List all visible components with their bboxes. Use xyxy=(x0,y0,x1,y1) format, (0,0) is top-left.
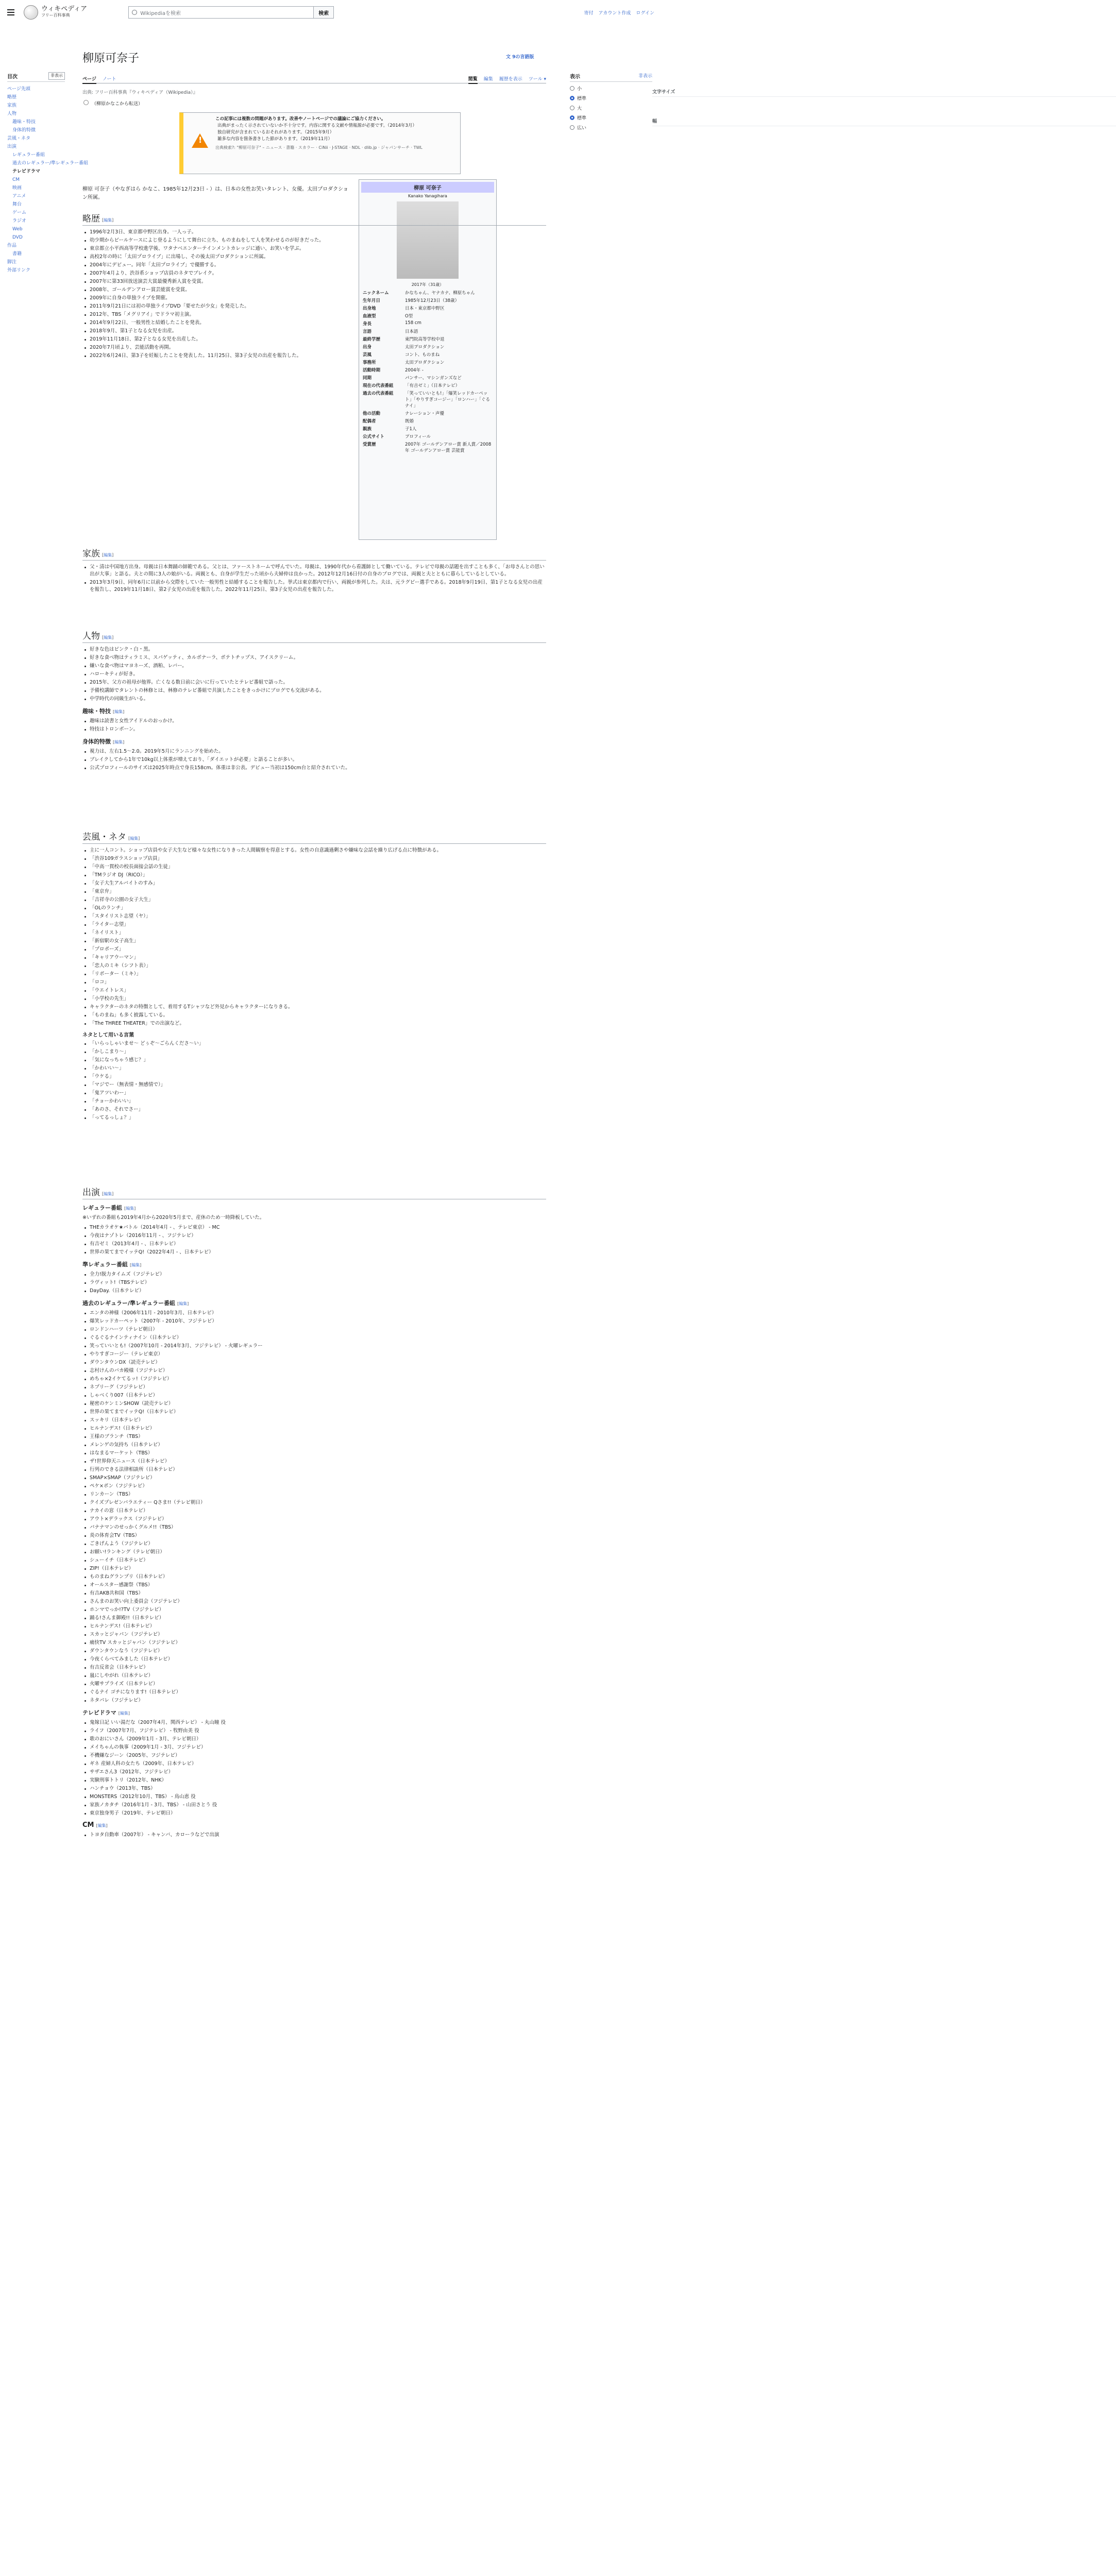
infobox-label: 生年月日 xyxy=(363,298,381,303)
list-item: しゃべくり007（日本テレビ） xyxy=(82,1392,546,1399)
infobox-label: 他の活動 xyxy=(363,411,381,416)
infobox-value: 1985年12月23日（38歳） xyxy=(405,298,460,303)
list-item: 2008年、ゴールデンアロー賞芸能賞を受賞。 xyxy=(82,286,353,294)
list-item: メイちゃんの執事（2009年1月 - 3月、フジテレビ） xyxy=(82,1744,546,1751)
radio-option[interactable] xyxy=(570,114,652,121)
width-label: 幅 xyxy=(652,117,1116,126)
infobox-row xyxy=(361,440,494,454)
maintenance-box xyxy=(179,112,461,174)
infobox-value: 既婚 xyxy=(405,418,414,424)
radio-icon xyxy=(570,96,574,100)
edit-link[interactable]: 編集 xyxy=(114,709,123,714)
infobox-row xyxy=(361,425,494,432)
section-title: 家族 xyxy=(82,549,100,559)
section-ryakureki: 略歴 [編集] 1996年2月3日、東京都中野区出身。一人っ子。 幼少期からビールケースによじ登るようにして舞台に立ち、ものまねをして人を笑わせるのが好きだった。 東京都立小平西高等学校進学後、ワタナベエンターテインメントカレッジに通い、お笑いを学ぶ。 高校2年の時に「太田プロライブ」に出場し、その後太田プロダクションに所属。 2004年にデビュー。同年「太田プロライブ」で優勝する。 2007年4月より、渋谷系ショップ店員のネタでブレイク。 2007年に第33回放送演芸大賞最優秀新人賞を受賞。 2008年、ゴールデンアロー賞芸能賞を受賞。 2009年に自身の単独ライブを開催。 2011年9月21日には初の単独ライブDVD「要せたが少女」を発売した。 2012年、TBS「メグリアイ」でドラマ初主演。 2014年9月22日、一般男性と結婚したことを発表。 2018年9月、第1子となる女児を出産。 2019年11月18日、第2子となる女児を出産した。 2020年7月頃より、芸能活動を再開。 2022年6月24日、第3子を妊娠したことを発表した。11月25日、第3子女児の出産を報告した。 xyxy=(82,211,546,361)
list-item: 視力は、左右1.5〜2.0。2019年5月にランニングを始めた。 xyxy=(82,748,546,755)
list-item: 有吉ゼミ（2013年4月 - 、日本テレビ） xyxy=(82,1241,546,1248)
list-item: 「女子大生アルバイトのすみ」 xyxy=(82,880,546,887)
list-item: さんまのお笑い向上委員会（フジテレビ） xyxy=(82,1598,546,1605)
from-line: 出典: フリー百科事典『ウィキペディア（Wikipedia）』 xyxy=(82,90,198,95)
list-item: 「いらっしゃいませ〜 どぅぞ〜ごらんくださ〜い」 xyxy=(82,1040,546,1047)
toc-item[interactable]: 脚注 xyxy=(7,260,17,265)
list-item: 東京独身男子（2019年、テレビ朝日） xyxy=(82,1810,546,1817)
list-item: 「中高一貫校の校長面接会話の生徒」 xyxy=(82,863,546,871)
edit-link[interactable]: 編集 xyxy=(104,218,112,223)
list-item: メレンゲの気持ち（日本テレビ） xyxy=(82,1442,546,1449)
list-item: 「かしこまり〜」 xyxy=(82,1048,546,1056)
list-item: 2015年、父方の祖母が他界。亡くなる数日前に会いに行っていたとテレビ番組で語った。 xyxy=(82,679,546,686)
infobox-value: 2007年 ゴールデンアロー賞 新人賞／2008年 ゴールデンアロー賞 芸能賞 xyxy=(405,442,492,453)
radio-icon xyxy=(570,106,574,110)
subsection-title: レギュラー番組 xyxy=(82,1205,122,1211)
subsection-title: 過去のレギュラー/準レギュラー番組 xyxy=(82,1300,176,1307)
toc-item[interactable]: ラジオ xyxy=(12,218,27,224)
toc-item[interactable]: 家族 xyxy=(7,103,17,108)
list-item: ぐるナイ ゴチになります!（日本テレビ） xyxy=(82,1689,546,1696)
radio-label: 標準 xyxy=(577,116,587,121)
list-item: スカッとジャパン（フジテレビ） xyxy=(82,1631,546,1638)
tab[interactable]: ツール ▾ xyxy=(528,77,546,82)
toc-item[interactable]: ページ先頭 xyxy=(7,87,30,92)
radio-option[interactable] xyxy=(570,124,652,131)
list-item: ものまねグランプリ（日本テレビ） xyxy=(82,1573,546,1581)
toc-item[interactable]: 書籍 xyxy=(12,251,22,257)
list-item: 「吉祥寺の公園の女子大生」 xyxy=(82,896,546,904)
edit-link[interactable]: 編集 xyxy=(126,1206,134,1211)
list-item: 「気になっちゃう感じ？」 xyxy=(82,1057,546,1064)
section-title: 芸風・ネタ xyxy=(82,832,126,842)
infobox-label: 現在の代表番組 xyxy=(363,383,394,388)
toc-item[interactable]: アニメ xyxy=(12,194,26,199)
list-item: 父・清は中国地方出身。母親は日本舞踊の師範である。父とは、ファーストネームで呼んでいた。母親は、1990年代から看護師として働いている。テレビで母親の話題を出すことも多く、「お母さんとの思い出が大事」と語る。夫との間に3人の娘がいる。両親とも、自身が学生だった頃から夫婦仲は良かった。2012年12月16日付の自身のブログでは、両親と夫とともに暮らしているとしている。 xyxy=(82,564,546,578)
top-bar xyxy=(0,0,662,25)
list-item: MONSTERS（2012年10月、TBS） - 鳥山恵 役 xyxy=(82,1793,546,1801)
redirect-text: （柳原かなこから転送） xyxy=(92,101,143,107)
infobox-label: 血液型 xyxy=(363,313,376,319)
infobox-label: 出身地 xyxy=(363,306,376,311)
infobox-label: 最終学歴 xyxy=(363,336,381,342)
list-item: 特技はトロンボーン。 xyxy=(82,726,546,733)
subsection-title: 準レギュラー番組 xyxy=(82,1261,128,1268)
toc-item[interactable]: テレビドラマ xyxy=(12,169,40,174)
radio-icon xyxy=(570,115,574,120)
infobox-value: かなちゃん、ヤナカナ、柳原ちゃん xyxy=(405,290,475,296)
list-item: 今夜くらべてみました（日本テレビ） xyxy=(82,1656,546,1663)
search-input[interactable] xyxy=(128,6,314,19)
infobox-row xyxy=(361,381,494,389)
infobox-label: 出身 xyxy=(363,344,372,350)
list-item: 「ってるっしょ？」 xyxy=(82,1114,546,1122)
list-item: ザ!世界仰天ニュース（日本テレビ） xyxy=(82,1458,546,1465)
mbox-title: この記事には複数の問題があります。改善やノートページでの議論にご協力ください。 xyxy=(215,116,386,122)
list-item: 高校2年の時に「太田プロライブ」に出場し、その後太田プロダクションに所属。 xyxy=(82,253,353,261)
list-item: 2013年3月9日、同年6月に以前から交際をしていた一般男性と結婚することを報告した。挙式は東京都内で行い、両親が参列した。夫は、元ラグビー選手である。2018年9月19日、第1子となる女児の出産を報告し、2019年11月18日、第2子女児の出産を報告した。2022年11月25日、第3子女児の出産を報告した。 xyxy=(82,579,546,594)
list-item: ZIP!（日本テレビ） xyxy=(82,1565,546,1572)
infobox-value: 「笑っていいとも!」「爆笑レッドカーペット」「やりすぎコージー」「ロンハー」「ぐるナイ」 xyxy=(405,391,490,409)
tab[interactable]: 閲覧 xyxy=(468,75,478,84)
section-geifu: 芸風・ネタ [編集] 主に一人コント。ショップ店員や女子大生など様々な女性になりきった人間観察を得意とする。女性の自意識過剰さや嫌味な会話を繰り広げる点に特徴がある。 「渋谷109ガラスショップ店員」 「中高一貫校の校長面接会話の生徒」 「TMラジオ DJ（RICO）」 「女子大生アルバイトのすみ」 「東京弁」 「吉祥寺の公園の女子大生」 「OLのランチ」 「スタイリスト志望（ヤ）」 「ライター志望」 「ネイリスト」 「新宿駅の女子高生」 「プロポーズ」 「キャリアウーマン」 「恋人のミキ（シフト表）」 「リポーター（ミキ）」 「ロコ」 「ウエイトレス」 「小学校の先生」 キャラクターのネタの特徴として、着用するTシャツなど外見からキャラクターになりきる。 「ものまね」も多く披露している。 「The THREE THEATER」での出演など。 ネタとして用いる言葉 「いらっしゃいませ〜 どぅぞ〜ごらんくださ〜い」 「かしこまり〜」 「気になっちゃう感じ？」 「かわいい〜」 「ウケる」 「マジでー（無表情・無感情で）」 「鬼アツいわー」 「チョーかわいい」 「あのさ、それでさー」 「ってるっしょ？」 xyxy=(82,829,546,1123)
infobox-value: 日本語 xyxy=(405,329,418,334)
list-item: 公式プロフィールのサイズは2025年時点で身長158cm。体重は非公表。デビュー当初は150cm台と紹介されていた。 xyxy=(82,765,546,772)
warning-icon xyxy=(192,133,208,148)
infobox-header: 柳原 可奈子 xyxy=(361,182,494,193)
subsection-title: テレビドラマ xyxy=(82,1709,116,1716)
list-item: バナナマンのせっかくグルメ!!（TBS） xyxy=(82,1524,546,1531)
list-item: 2020年7月頃より、芸能活動を再開。 xyxy=(82,344,353,351)
toc-item[interactable]: 人物 xyxy=(7,111,17,116)
appearance-hide-button[interactable]: 非表示 xyxy=(638,74,652,79)
list-item: ナカイの窓（日本テレビ） xyxy=(82,1507,546,1515)
list-item: 「ライター志望」 xyxy=(82,921,546,928)
list-item: 「ウエイトレス」 xyxy=(82,987,546,994)
list-item: 2022年6月24日、第3子を妊娠したことを発表した。11月25日、第3子女児の出産を報告した。 xyxy=(82,352,353,360)
edit-link[interactable]: 編集 xyxy=(97,1823,106,1828)
infobox-value: 2004年 - xyxy=(405,367,424,373)
toc-item[interactable]: 略歴 xyxy=(7,95,17,100)
infobox-value: プロフィール xyxy=(405,434,431,439)
appearance-panel xyxy=(570,72,675,131)
list-item: 実験刑事トトリ（2012年、NHK） xyxy=(82,1777,546,1784)
list-item: 爆笑レッドカーペット（2007年 - 2010年、フジテレビ） xyxy=(82,1318,546,1325)
infobox-label: 同期 xyxy=(363,375,372,381)
toc-item[interactable]: Web xyxy=(12,227,23,232)
tab[interactable]: 編集 xyxy=(483,77,493,82)
list-item: 「チョーかわいい」 xyxy=(82,1098,546,1105)
infobox-label: 親族 xyxy=(363,426,372,432)
toc-item[interactable]: 作品 xyxy=(7,243,17,248)
toc-item[interactable]: 映画 xyxy=(12,185,22,191)
list-item: 好きな食べ物はティラミス、スパゲッティ、カルボナーラ、ポテトチップス、アイスクリーム。 xyxy=(82,654,546,662)
page-title: 柳原可奈子 xyxy=(82,52,140,65)
infobox-label: 身長 xyxy=(363,321,372,327)
list-item: 歌のおにいさん（2009年1月 - 3月、テレビ朝日） xyxy=(82,1736,546,1743)
subsection-title: CM xyxy=(82,1821,94,1829)
toc-header: 目次 xyxy=(7,74,18,80)
toc-item[interactable]: 舞台 xyxy=(12,202,22,207)
list-item: ダウンタウンなう（フジテレビ） xyxy=(82,1648,546,1655)
list-item: 2007年に第33回放送演芸大賞最優秀新人賞を受賞。 xyxy=(82,278,353,285)
mbox-item: 雑多な内容を箇条書きした節があります。（2019年11月） xyxy=(217,137,333,142)
tab[interactable]: ノート xyxy=(102,77,116,82)
list-item: めちゃ×2イケてるッ!（フジテレビ） xyxy=(82,1376,546,1383)
subsection-title: 身体的特徴 xyxy=(82,738,111,745)
infobox-value: 東門院高等学校中退 xyxy=(405,336,445,342)
list-item: オールスター感謝祭（TBS） xyxy=(82,1582,546,1589)
infobox-caption: 2017年（31歳） xyxy=(411,282,444,287)
logo-subtitle: フリー百科事典 xyxy=(41,13,70,18)
list-item: ハンチョウ（2013年、TBS） xyxy=(82,1785,546,1792)
infobox-label: 過去の代表番組 xyxy=(363,391,394,396)
list-item: ライフ（2007年7月、フジテレビ） - 牧野由美 役 xyxy=(82,1727,546,1735)
list-item: 「ウケる」 xyxy=(82,1073,546,1080)
infobox-value: 日本・東京都中野区 xyxy=(405,306,445,311)
list-item: 好きな色はピンク・白・黒。 xyxy=(82,646,546,653)
user-link[interactable]: アカウント作成 xyxy=(598,11,631,16)
edit-link[interactable]: 編集 xyxy=(179,1301,188,1306)
list-item: 「渋谷109ガラスショップ店員」 xyxy=(82,855,546,862)
list-item: ブレイクしてから1年で10kg以上体重が増えており、「ダイエットが必要」と語ることが多い。 xyxy=(82,756,546,764)
list-item: お願い!ランキング（テレビ朝日） xyxy=(82,1549,546,1556)
list-item: ラヴィット!（TBSテレビ） xyxy=(82,1279,546,1286)
list-item: 「恋人のミキ（シフト表）」 xyxy=(82,962,546,970)
section-title: 出演 xyxy=(82,1188,100,1198)
list-item: ダウンタウンDX（読売テレビ） xyxy=(82,1359,546,1366)
list-item: 痛快TV スカッとジャパン（フジテレビ） xyxy=(82,1639,546,1647)
list-item: 今夜はナゾトレ（2016年11月 - 、フジテレビ） xyxy=(82,1232,546,1240)
list-item: 世界の果てまでイッテQ!（日本テレビ） xyxy=(82,1409,546,1416)
toc-item[interactable]: 外部リンク xyxy=(7,268,30,273)
page-tabs xyxy=(82,74,546,83)
list-item: 有吉AKB共和国（TBS） xyxy=(82,1590,546,1597)
infobox-value: ナレーション・声優 xyxy=(405,411,444,416)
list-item: ヒルナンデス!（日本テレビ） xyxy=(82,1425,546,1432)
infobox-value: 158 cm xyxy=(405,320,421,326)
intro-paragraph: 柳原 可奈子（やなぎはら かなこ、1985年12月23日 - ）は、日本の女性お笑いタレント、女優。太田プロダクション所属。 xyxy=(82,187,348,200)
infobox-row xyxy=(361,432,494,440)
list-item: 笑っていいとも!（2007年10月 - 2014年3月、フジテレビ） - 火曜レギュラー xyxy=(82,1343,546,1350)
regular-note: ※いずれの番組も2019年4月から2020年5月まで、産休のため一時降板していた。 xyxy=(82,1215,265,1221)
list-item: 2018年9月、第1子となる女児を出産。 xyxy=(82,328,353,335)
infobox-value: 太田プロダクション xyxy=(405,360,445,365)
list-item: 2012年、TBS「メグリアイ」でドラマ初主演。 xyxy=(82,311,353,318)
list-item: 踊る!さんま御殿!!（日本テレビ） xyxy=(82,1615,546,1622)
infobox-label: 活動時期 xyxy=(363,367,381,373)
infobox-row xyxy=(361,366,494,374)
list-item: ぐるぐるナインティナイン（日本テレビ） xyxy=(82,1334,546,1342)
search-button[interactable]: 検索 xyxy=(313,6,334,19)
list-item: 2007年4月より、渋谷系ショップ店員のネタでブレイク。 xyxy=(82,270,353,277)
search-icon xyxy=(132,10,137,15)
toc-item[interactable]: CM xyxy=(12,177,20,182)
list-item: 「OLのランチ」 xyxy=(82,905,546,912)
edit-link[interactable]: 編集 xyxy=(104,1192,112,1196)
globe-icon xyxy=(24,5,38,20)
section-title: 略歴 xyxy=(82,214,100,224)
list-item: 「スタイリスト志望（ヤ）」 xyxy=(82,913,546,920)
list-item: DayDay.（日本テレビ） xyxy=(82,1287,546,1295)
list-item: 2014年9月22日、一般男性と結婚したことを発表。 xyxy=(82,319,353,327)
list-item: エンタの神様（2006年11月 - 2010年3月、日本テレビ） xyxy=(82,1310,546,1317)
list-item: リンカーン（TBS） xyxy=(82,1491,546,1498)
mbox-note: 出典検索?: "柳原可奈子" – ニュース · 書籍 · スカラー · CiNii · J-STAGE · NDL · dlib.jp · ジャパンサーチ · TWL xyxy=(215,145,422,150)
list-item: 炎の体育会TV（TBS） xyxy=(82,1532,546,1539)
toc-item[interactable]: 芸風・ネタ xyxy=(7,136,31,141)
list-item: 主に一人コント。ショップ店員や女子大生など様々な女性になりきった人間観察を得意とする。女性の自意識過剰さや嫌味な会話を繰り広げる点に特徴がある。 xyxy=(82,847,546,854)
infobox-label: 配偶者 xyxy=(363,418,376,424)
redirect-note xyxy=(92,100,143,107)
logo-title: ウィキペディア xyxy=(41,5,88,13)
radio-option[interactable] xyxy=(570,105,652,111)
list-item: ヒルナンデス!（日本テレビ） xyxy=(82,1623,546,1630)
radio-icon xyxy=(570,86,574,91)
infobox-row xyxy=(361,389,494,409)
list-item: 2011年9月21日には初の単独ライブDVD「要せたが少女」を発売した。 xyxy=(82,303,353,310)
infobox-label: 芸風 xyxy=(363,352,372,358)
list-item: スッキリ（日本テレビ） xyxy=(82,1417,546,1424)
list-item: 不機嫌なジーン（2005年、フジテレビ） xyxy=(82,1752,546,1759)
table-of-contents xyxy=(7,72,89,275)
text-size-label: 文字サイズ xyxy=(652,88,1116,97)
list-item: やりすぎコージー（テレビ東京） xyxy=(82,1351,546,1358)
list-item: 鬼嫁日記 いい湯だな（2007年4月、関西テレビ） - 丸山瞳 役 xyxy=(82,1719,546,1726)
list-item: 嵐にしやがれ（日本テレビ） xyxy=(82,1672,546,1680)
list-item: 「ロコ」 xyxy=(82,979,546,986)
list-item: 有吉反省会（日本テレビ） xyxy=(82,1664,546,1671)
user-link[interactable]: 寄付 xyxy=(584,11,594,16)
tab[interactable]: 履歴を表示 xyxy=(499,77,522,82)
edit-link[interactable]: 編集 xyxy=(130,836,139,841)
list-item: 「小学校の先生」 xyxy=(82,995,546,1003)
list-item: 世界の果てまでイッテQ!（2022年4月 - 、日本テレビ） xyxy=(82,1249,546,1256)
list-item: ハローキティが好き。 xyxy=(82,671,546,678)
list-item: ギネ 産婦人科の女たち（2009年、日本テレビ） xyxy=(82,1760,546,1768)
infobox-value: コント、ものまね xyxy=(405,352,440,358)
section-kazoku: 家族 [編集] 父・清は中国地方出身。母親は日本舞踊の師範である。父とは、ファーストネームで呼んでいた。母親は、1990年代から看護師として働いている。テレビで母親の話題を出すことも多く、「お母さんとの思い出が大事」と語る。夫との間に3人の娘がいる。両親とも、自身が学生だった頃から夫婦仲は良かった。2012年12月16日付の自身のブログでは、両親と夫とともに暮らしているとしている。 2013年3月9日、同年6月に以前から交際をしていた一般男性と結婚することを報告した。挙式は東京都内で行い、両親が参列した。夫は、元ラグビー選手である。2018年9月19日、第1子となる女児の出産を報告し、2019年11月18日、第2子女児の出産を報告した。2022年11月25日、第3子女児の出産を報告した。 xyxy=(82,546,546,595)
list-item: 「東京弁」 xyxy=(82,888,546,895)
toc-item[interactable]: 過去のレギュラー/準レギュラー番組 xyxy=(12,161,89,166)
radio-label: 小 xyxy=(577,87,582,92)
radio-label: 大 xyxy=(577,106,582,111)
main-menu-icon[interactable] xyxy=(7,7,19,18)
infobox-row xyxy=(361,374,494,381)
list-item: 中学時代の同級生がいる。 xyxy=(82,696,546,703)
list-item: 秘密のケンミンSHOW（読売テレビ） xyxy=(82,1400,546,1408)
section-shutsuen: 出演 [編集] レギュラー番組 [編集] ※いずれの番組も2019年4月から2020年5月まで、産休のため一時降板していた。 THEカラオケ★バトル（2014年4月 - 、テレビ東京） - MC 今夜はナゾトレ（2016年11月 - 、フジテレビ） 有吉ゼミ（2013年4月 - 、日本テレビ） 世界の果てまでイッテQ!（2022年4月 - 、日本テレビ） 準レギュラー番組 [編集] 全力!脱力タイムズ（フジテレビ） ラヴィット!（TBSテレビ） DayDay.（日本テレビ） 過去のレギュラー/準レギュラー番組 [編集] エンタの神様（2006年11月 - 2010年3月、日本テレビ） 爆笑レッドカーペット（2007年 - 2010年、フジテレビ） ロンドンハーツ（テレビ朝日） ぐるぐるナインティナイン（日本テレビ） 笑っていいとも!（2007年10月 - 2014年3月、フジテレビ） - 火曜レギュラー やりすぎコージー（テレビ東京） ダウンタウンDX（読売テレビ） 志村けんのバカ殿様（フジテレビ） めちゃ×2イケてるッ!（フジテレビ） ネプリーグ（フジテレビ） しゃべくり007（日本テレビ） 秘密のケンミンSHOW（読売テレビ） 世界の果てまでイッテQ!（日本テレビ） スッキリ（日本テレビ） ヒルナンデス!（日本テレビ） 王様のブランチ（TBS） メレンゲの気持ち（日本テレビ） はなまるマーケット（TBS） ザ!世界仰天ニュース（日本テレビ） 行列のできる法律相談所（日本テレビ） SMAP×SMAP（フジテレビ） ペケ×ポン（フジテレビ） リンカーン（TBS） クイズプレゼンバラエティー Qさま!!（テレビ朝日） ナカイの窓（日本テレビ） アウト×デラックス（フジテレビ） バナナマンのせっかくグルメ!!（TBS） 炎の体育会TV（TBS） ごきげんよう（フジテレビ） お願い!ランキング（テレビ朝日） シューイチ（日本テレビ） ZIP!（日本テレビ） ものまねグランプリ（日本テレビ） オールスター感謝祭（TBS） 有吉AKB共和国（TBS） さんまのお笑い向上委員会（フジテレビ） ホンマでっか!?TV（フジテレビ） 踊る!さんま御殿!!（日本テレビ） ヒルナンデス!（日本テレビ） スカッとジャパン（フジテレビ） 痛快TV スカッとジャパン（フジテレビ） ダウンタウンなう（フジテレビ） 今夜くらべてみました（日本テレビ） 有吉反省会（日本テレビ） 嵐にしやがれ（日本テレビ） 火曜サプライズ（日本テレビ） ぐるナイ ゴチになります!（日本テレビ） ネタパレ（フジテレビ） テレビドラマ [編集] 鬼嫁日記 いい湯だな（2007年4月、関西テレビ） - 丸山瞳 役 ライフ（2007年7月、フジテレビ） - 牧野由美 役 歌のおにいさん（2009年1月 - 3月、テレビ朝日） メイちゃんの執事（2009年1月 - 3月、フジテレビ） 不機嫌なジーン（2005年、フジテレビ） ギネ 産婦人科の女たち（2009年、日本テレビ） サザエさん3（2012年、フジテレビ） 実験刑事トトリ（2012年、NHK） ハンチョウ（2013年、TBS） MONSTERS（2012年10月、TBS） - 鳥山恵 役 家族ノカタチ（2016年1月 - 3月、TBS） - 山田さとう 役 東京独身男子（2019年、テレビ朝日） CM [編集] トヨタ自動車（2007年） - キャンバ、カローラなどで出演 xyxy=(82,1185,546,1840)
list-item: 東京都立小平西高等学校進学後、ワタナベエンターテインメントカレッジに通い、お笑いを学ぶ。 xyxy=(82,245,353,252)
list-item: 1996年2月3日、東京都中野区出身。一人っ子。 xyxy=(82,229,353,236)
infobox-row xyxy=(361,409,494,417)
toc-item[interactable]: レギュラー番組 xyxy=(12,152,45,158)
radio-label: 標準 xyxy=(577,96,587,101)
list-item: 王様のブランチ（TBS） xyxy=(82,1433,546,1440)
list-item: ロンドンハーツ（テレビ朝日） xyxy=(82,1326,546,1333)
list-item: ネプリーグ（フジテレビ） xyxy=(82,1384,546,1391)
list-item: 「マジでー（無表情・無感情で）」 xyxy=(82,1081,546,1089)
list-item: 全力!脱力タイムズ（フジテレビ） xyxy=(82,1271,546,1278)
infobox-value: 子1人 xyxy=(405,426,417,432)
edit-link[interactable]: 編集 xyxy=(131,1263,140,1267)
infobox-label: 受賞歴 xyxy=(363,442,376,447)
infobox-value: 「有吉ゼミ」（日本テレビ） xyxy=(405,383,460,388)
list-item: 「かわいい〜」 xyxy=(82,1065,546,1072)
list-item: 嫌いな食べ物はマヨネーズ、酒粕、レバー。 xyxy=(82,663,546,670)
infobox-row xyxy=(361,417,494,425)
infobox-subheader: Kanako Yanagihara xyxy=(408,194,447,198)
list-item: 趣味は読書と女性アイドルのおっかけ。 xyxy=(82,718,546,725)
list-item: キャラクターのネタの特徴として、着用するTシャツなど外見からキャラクターになりきる。 xyxy=(82,1004,546,1011)
toc-item[interactable]: ゲーム xyxy=(12,210,27,215)
list-item: 2019年11月18日、第2子となる女児を出産した。 xyxy=(82,336,353,343)
search-placeholder: Wikipediaを検索 xyxy=(140,10,181,16)
list-item: サザエさん3（2012年、フジテレビ） xyxy=(82,1769,546,1776)
toc-item[interactable]: DVD xyxy=(12,235,23,240)
edit-link[interactable]: 編集 xyxy=(104,553,112,557)
toc-hide-button[interactable]: 非表示 xyxy=(48,72,65,80)
section-jinbutsu: 人物 [編集] 好きな色はピンク・白・黒。 好きな食べ物はティラミス、スパゲッティ、カルボナーラ、ポテトチップス、アイスクリーム。 嫌いな食べ物はマヨネーズ、酒粕、レバー。 ハローキティが好き。 2015年、父方の祖母が他界。亡くなる数日前に会いに行っていたとテレビ番組で語った。 予備校講師でタレントの林修とは、林修のテレビ番組で共演したことをきっかけにブログでも交流がある。 中学時代の同級生がいる。 趣味・特技 [編集] 趣味は読書と女性アイドルのおっかけ。 特技はトロンボーン。 身体的特徴 [編集] 視力は、左右1.5〜2.0。2019年5月にランニングを始めた。 ブレイクしてから1年で10kg以上体重が増えており、「ダイエットが必要」と語ることが多い。 公式プロフィールのサイズは2025年時点で身長158cm。体重は非公表。デビュー当初は150cm台と紹介されていた。 xyxy=(82,629,546,773)
toc-item[interactable]: 出演 xyxy=(7,144,17,149)
tab[interactable]: ページ xyxy=(82,75,96,84)
list-item: 「キャリアウーマン」 xyxy=(82,954,546,961)
list-item: 「TMラジオ DJ（RICO）」 xyxy=(82,872,546,879)
list-item: ホンマでっか!?TV（フジテレビ） xyxy=(82,1606,546,1614)
subsection-title: 趣味・特技 xyxy=(82,708,111,715)
infobox-value: パンサー、マシンガンズなど xyxy=(405,375,462,381)
list-item: 志村けんのバカ殿様（フジテレビ） xyxy=(82,1367,546,1375)
wikipedia-logo[interactable] xyxy=(24,5,87,20)
infobox-label: 言語 xyxy=(363,329,372,334)
user-links xyxy=(584,9,655,16)
appearance-header: 表示 xyxy=(570,74,580,80)
mbox-item: 出典がまったく示されていないか不十分です。内容に関する文献や情報源が必要です。（2014年3月） xyxy=(217,123,417,128)
list-item: ごきげんよう（フジテレビ） xyxy=(82,1540,546,1548)
mbox-item: 独自研究が含まれているおそれがあります。（2015年9月） xyxy=(217,130,334,135)
edit-link[interactable]: 編集 xyxy=(114,740,123,744)
list-item: 「新宿駅の女子高生」 xyxy=(82,938,546,945)
list-item: 行列のできる法律相談所（日本テレビ） xyxy=(82,1466,546,1473)
list-item: SMAP×SMAP（フジテレビ） xyxy=(82,1475,546,1482)
section-title: 人物 xyxy=(82,631,100,641)
subsection-title: ネタとして用いる言葉 xyxy=(82,1032,134,1038)
list-item: 「The THREE THEATER」での出演など。 xyxy=(82,1020,546,1027)
list-item: ネタパレ（フジテレビ） xyxy=(82,1697,546,1704)
infobox-value: O型 xyxy=(405,313,413,319)
info-icon xyxy=(83,100,89,105)
list-item: 「鬼アツいわー」 xyxy=(82,1090,546,1097)
user-link[interactable]: ログイン xyxy=(636,11,654,16)
infobox-label: 公式サイト xyxy=(363,434,384,439)
list-item: 予備校講師でタレントの林修とは、林修のテレビ番組で共演したことをきっかけにブログでも交流がある。 xyxy=(82,687,546,694)
list-item: シューイチ（日本テレビ） xyxy=(82,1557,546,1564)
infobox-label: ニックネーム xyxy=(363,290,389,296)
list-item: トヨタ自動車（2007年） - キャンバ、カローラなどで出演 xyxy=(82,1832,546,1839)
list-item: 火曜サプライズ（日本テレビ） xyxy=(82,1681,546,1688)
toc-item[interactable]: 趣味・特技 xyxy=(12,120,36,125)
list-item: 「ネイリスト」 xyxy=(82,929,546,937)
language-button[interactable]: 文 9の言語版 xyxy=(506,55,534,60)
list-item: ペケ×ポン（フジテレビ） xyxy=(82,1483,546,1490)
radio-option[interactable] xyxy=(570,95,652,101)
radio-option[interactable] xyxy=(570,85,652,92)
list-item: はなまるマーケット（TBS） xyxy=(82,1450,546,1457)
edit-link[interactable]: 編集 xyxy=(104,635,112,640)
list-item: 2009年に自身の単独ライブを開催。 xyxy=(82,295,353,302)
list-item: 2004年にデビュー。同年「太田プロライブ」で優勝する。 xyxy=(82,262,353,269)
list-item: 「あのさ、それでさー」 xyxy=(82,1106,546,1113)
edit-link[interactable]: 編集 xyxy=(120,1711,128,1716)
infobox-value: 太田プロダクション xyxy=(405,344,445,350)
list-item: 家族ノカタチ（2016年1月 - 3月、TBS） - 山田さとう 役 xyxy=(82,1802,546,1809)
list-item: 幼少期からビールケースによじ登るようにして舞台に立ち、ものまねをして人を笑わせるのが好きだった。 xyxy=(82,237,353,244)
list-item: 「ものまね」も多く披露している。 xyxy=(82,1012,546,1019)
list-item: クイズプレゼンバラエティー Qさま!!（テレビ朝日） xyxy=(82,1499,546,1506)
list-item: 「プロポーズ」 xyxy=(82,946,546,953)
list-item: アウト×デラックス（フジテレビ） xyxy=(82,1516,546,1523)
radio-icon xyxy=(570,125,574,130)
list-item: 「リポーター（ミキ）」 xyxy=(82,971,546,978)
toc-item[interactable]: 身体的特徴 xyxy=(12,128,36,133)
list-item: THEカラオケ★バトル（2014年4月 - 、テレビ東京） - MC xyxy=(82,1224,546,1231)
infobox-label: 事務所 xyxy=(363,360,376,365)
radio-label: 広い xyxy=(577,126,587,131)
